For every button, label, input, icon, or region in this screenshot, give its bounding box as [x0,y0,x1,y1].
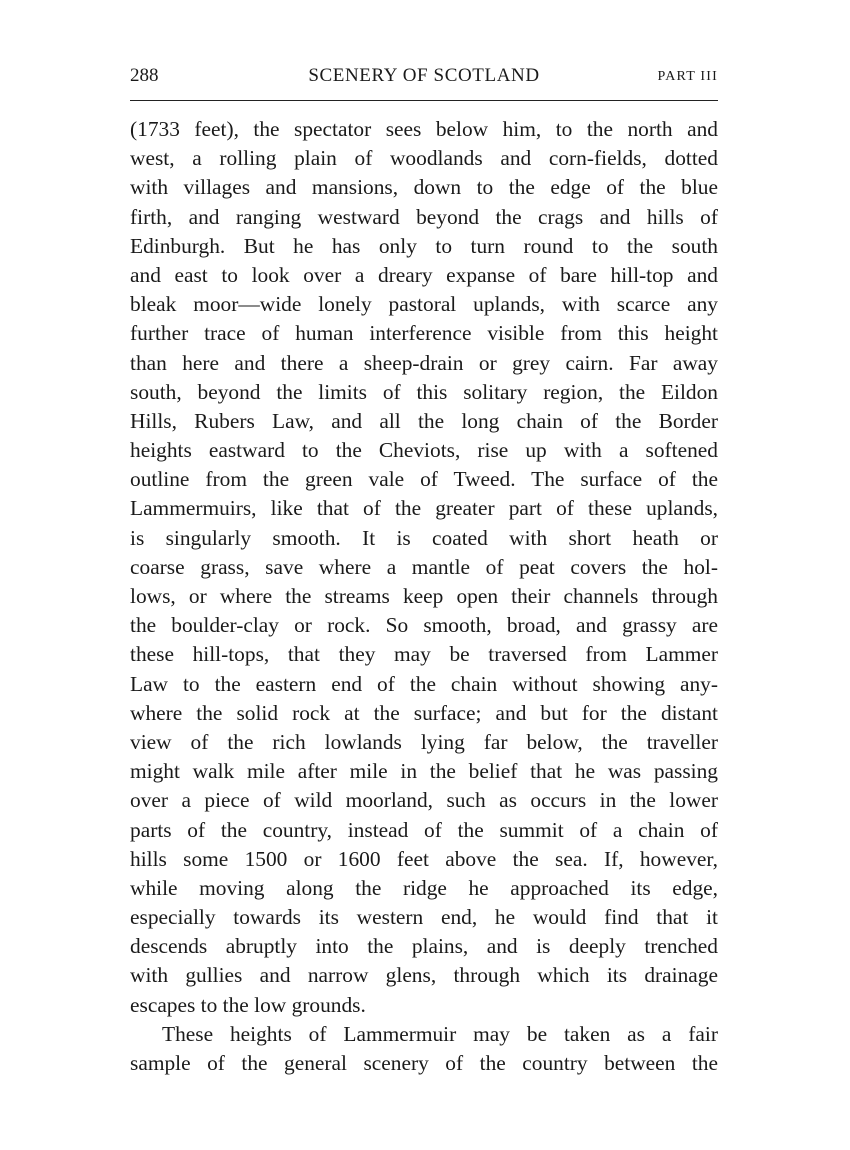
text-line: sample of the general scenery of the country between the [130,1051,718,1075]
text-line: south, beyond the limits of this solitary region, the Eildon [130,379,718,404]
text-line: these hill-tops, that they may be traversed from Lammer [130,642,718,667]
text-line: firth, and ranging westward beyond the crags and hills of [130,204,718,229]
text-line: descends abruptly into the plains, and is deeply trenched [130,934,718,959]
text-line: view of the rich lowlands lying far below, the traveller [130,729,718,754]
text-line: escapes to the low grounds. [130,992,366,1017]
paragraph-2 [130,1020,718,1078]
text-line: coarse grass, save where a mantle of peat covers the hol- [130,554,718,579]
text-line: and east to look over a dreary expanse of bare hill-top and [130,262,718,287]
text-line: especially towards its western end, he would find that it [130,905,718,930]
text-line: (1733 feet), the spectator sees below him, to the north and [130,117,718,141]
text-line: parts of the country, instead of the summit of a chain of [130,817,718,842]
book-page [130,62,718,1078]
page-number: 288 [130,65,159,86]
text-line: might walk mile after mile in the belief that he was passing [130,759,718,784]
text-line: lows, or where the streams keep open their channels through [130,584,718,608]
text-line: Hills, Rubers Law, and all the long chain of the Border [130,408,718,433]
running-head [130,62,718,90]
text-line: over a piece of wild moorland, such as occurs in the lower [130,788,718,813]
part-label: PART III [657,69,718,84]
body-text [130,115,718,1078]
running-title: SCENERY OF SCOTLAND [308,65,540,86]
header-rule [130,100,718,101]
text-line: the boulder-clay or rock. So smooth, broad, and grassy are [130,613,718,638]
text-line: with gullies and narrow glens, through which its drainage [130,963,718,988]
text-line: where the solid rock at the surface; and but for the distant [130,700,718,725]
text-line: west, a rolling plain of woodlands and corn-fields, dotted [130,146,718,171]
text-line: Edinburgh. But he has only to turn round to the south [130,233,718,258]
paragraph-1 [130,115,718,1020]
text-line: Law to the eastern end of the chain without showing any- [130,671,718,696]
text-line: outline from the green vale of Tweed. The surface of the [130,467,718,492]
text-line: hills some 1500 or 1600 feet above the sea. If, however, [130,846,718,871]
text-line: is singularly smooth. It is coated with short heath or [130,525,718,550]
text-line: heights eastward to the Cheviots, rise up with a softened [130,438,718,463]
text-line: while moving along the ridge he approached its edge, [130,875,718,900]
text-line: further trace of human interference visible from this height [130,321,718,346]
text-line: with villages and mansions, down to the edge of the blue [130,175,718,200]
text-line: These heights of Lammermuir may be taken as a fair [162,1021,718,1046]
text-line: than here and there a sheep-drain or grey cairn. Far away [130,350,718,375]
text-line: Lammermuirs, like that of the greater part of these uplands, [130,496,718,521]
text-line: bleak moor—wide lonely pastoral uplands, with scarce any [130,292,718,317]
